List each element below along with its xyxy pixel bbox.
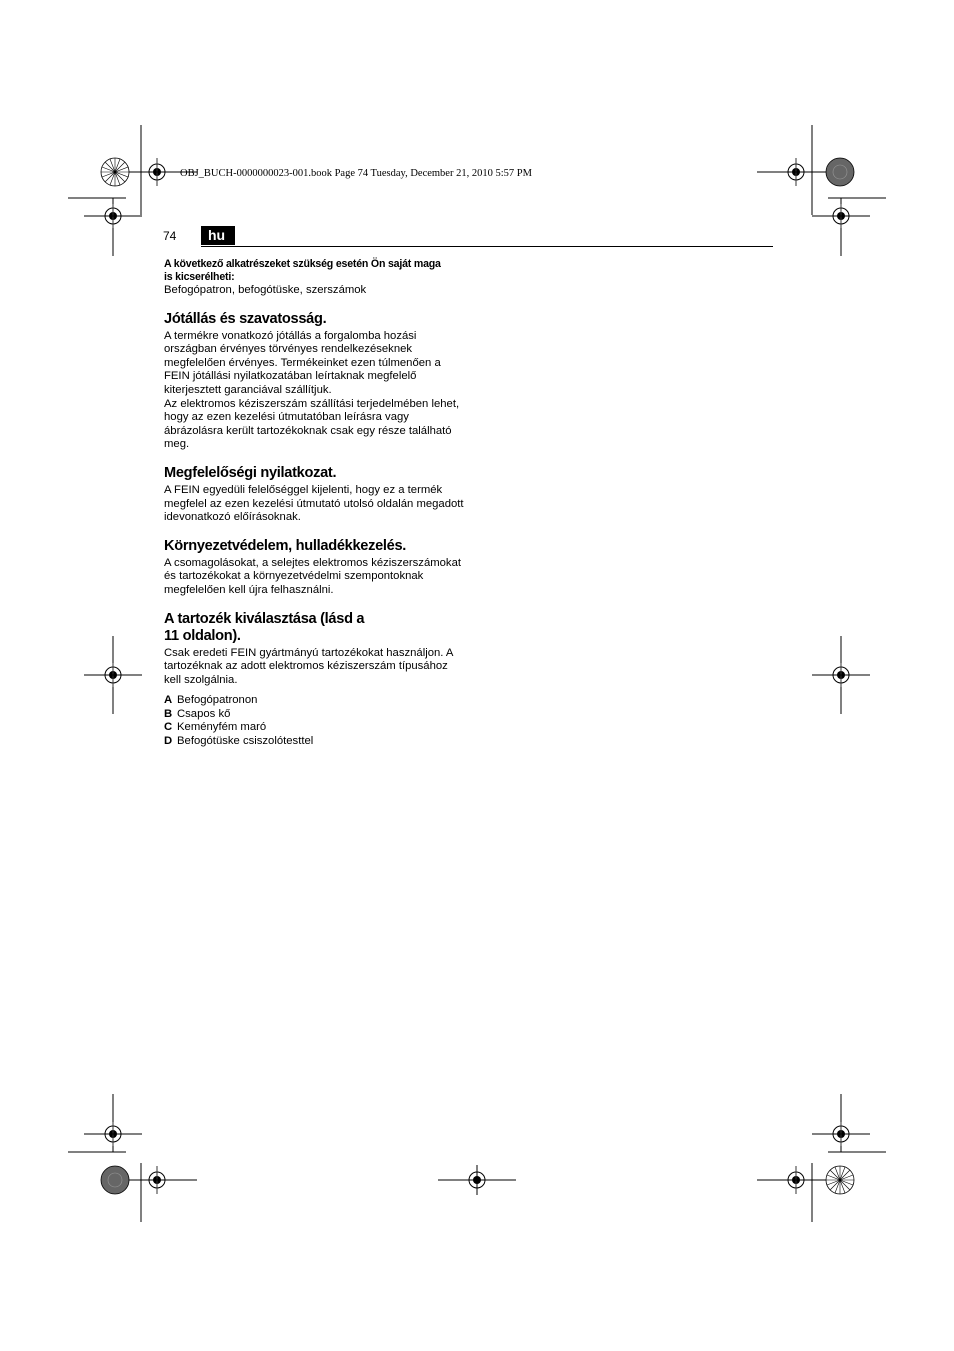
item-key: C [164, 721, 173, 734]
list-item [164, 721, 464, 735]
section-heading-conformity: Megfelelőségi nyilatkozat. [164, 464, 337, 481]
slug-line: OBJ_BUCH-0000000023-001.book Page 74 Tuesday, December 21, 2010 5:57 PM [180, 168, 532, 179]
heading-line: 11 oldalon). [164, 627, 241, 644]
accessories-paragraph: Csak eredeti FEIN gyártmányú tartozékokat használjon. A tartozéknak az adott elektromos kéziszerszám típusához kell szolgálnia. [164, 646, 453, 686]
list-item [164, 708, 464, 722]
section-heading-accessories [164, 611, 464, 645]
warranty-paragraph: A termékre vonatkozó jótállás a forgalomba hozási országban érvényes törvényes rendelkezéseknek megfelelően érvényes. Termékeinket ezen túlmenően a FEIN jótállási nyilatkozatában leírtaknak megfelelő kiterjesztett garanciával szállítjuk. [164, 329, 441, 396]
heading-line: A tartozék kiválasztása (lásd a [164, 610, 365, 627]
header-rule [201, 246, 773, 247]
list-item [164, 694, 464, 708]
environment-paragraph: A csomagolásokat, a selejtes elektromos kéziszerszámokat és tartozékokat a környezetvédelmi szempontoknak megfelelően kell újra felhasználni. [164, 556, 461, 596]
intro-bold-line: is kicserélheti: [164, 271, 235, 283]
item-text: Csapos kő [177, 707, 231, 720]
item-text: Befogópatronon [177, 694, 258, 707]
page-number: 74 [163, 229, 177, 243]
warranty-paragraph: Az elektromos kéziszerszám szállítási terjedelmében lehet, hogy az ezen kezelési útmutatóban leírásra vagy ábrázolásra került tartozékoknak csak egy része található meg. [164, 397, 460, 451]
intro-text: Befogópatron, befogótüske, szerszámok [164, 284, 367, 296]
item-text: Befogótüske csiszolótesttel [177, 735, 314, 748]
section-heading-environment: Környezetvédelem, hulladékkezelés. [164, 537, 407, 554]
conformity-paragraph: A FEIN egyedüli felelőséggel kijelenti, hogy ez a termék megfelel az ezen kezelési útmutató utolsó oldalán megadott idevonatkozó előírásoknak. [164, 483, 464, 524]
accessory-list [164, 694, 464, 748]
item-text: Keményfém maró [177, 721, 267, 734]
intro-bold-line: A következő alkatrészeket szükség esetén Ön saját maga [164, 258, 441, 270]
section-heading-warranty: Jótállás és szavatosság. [164, 310, 327, 327]
list-item [164, 735, 464, 749]
text-column [164, 258, 464, 749]
item-key: B [164, 707, 173, 720]
item-key: D [164, 735, 173, 748]
language-badge: hu [201, 226, 235, 245]
item-key: A [164, 694, 173, 707]
